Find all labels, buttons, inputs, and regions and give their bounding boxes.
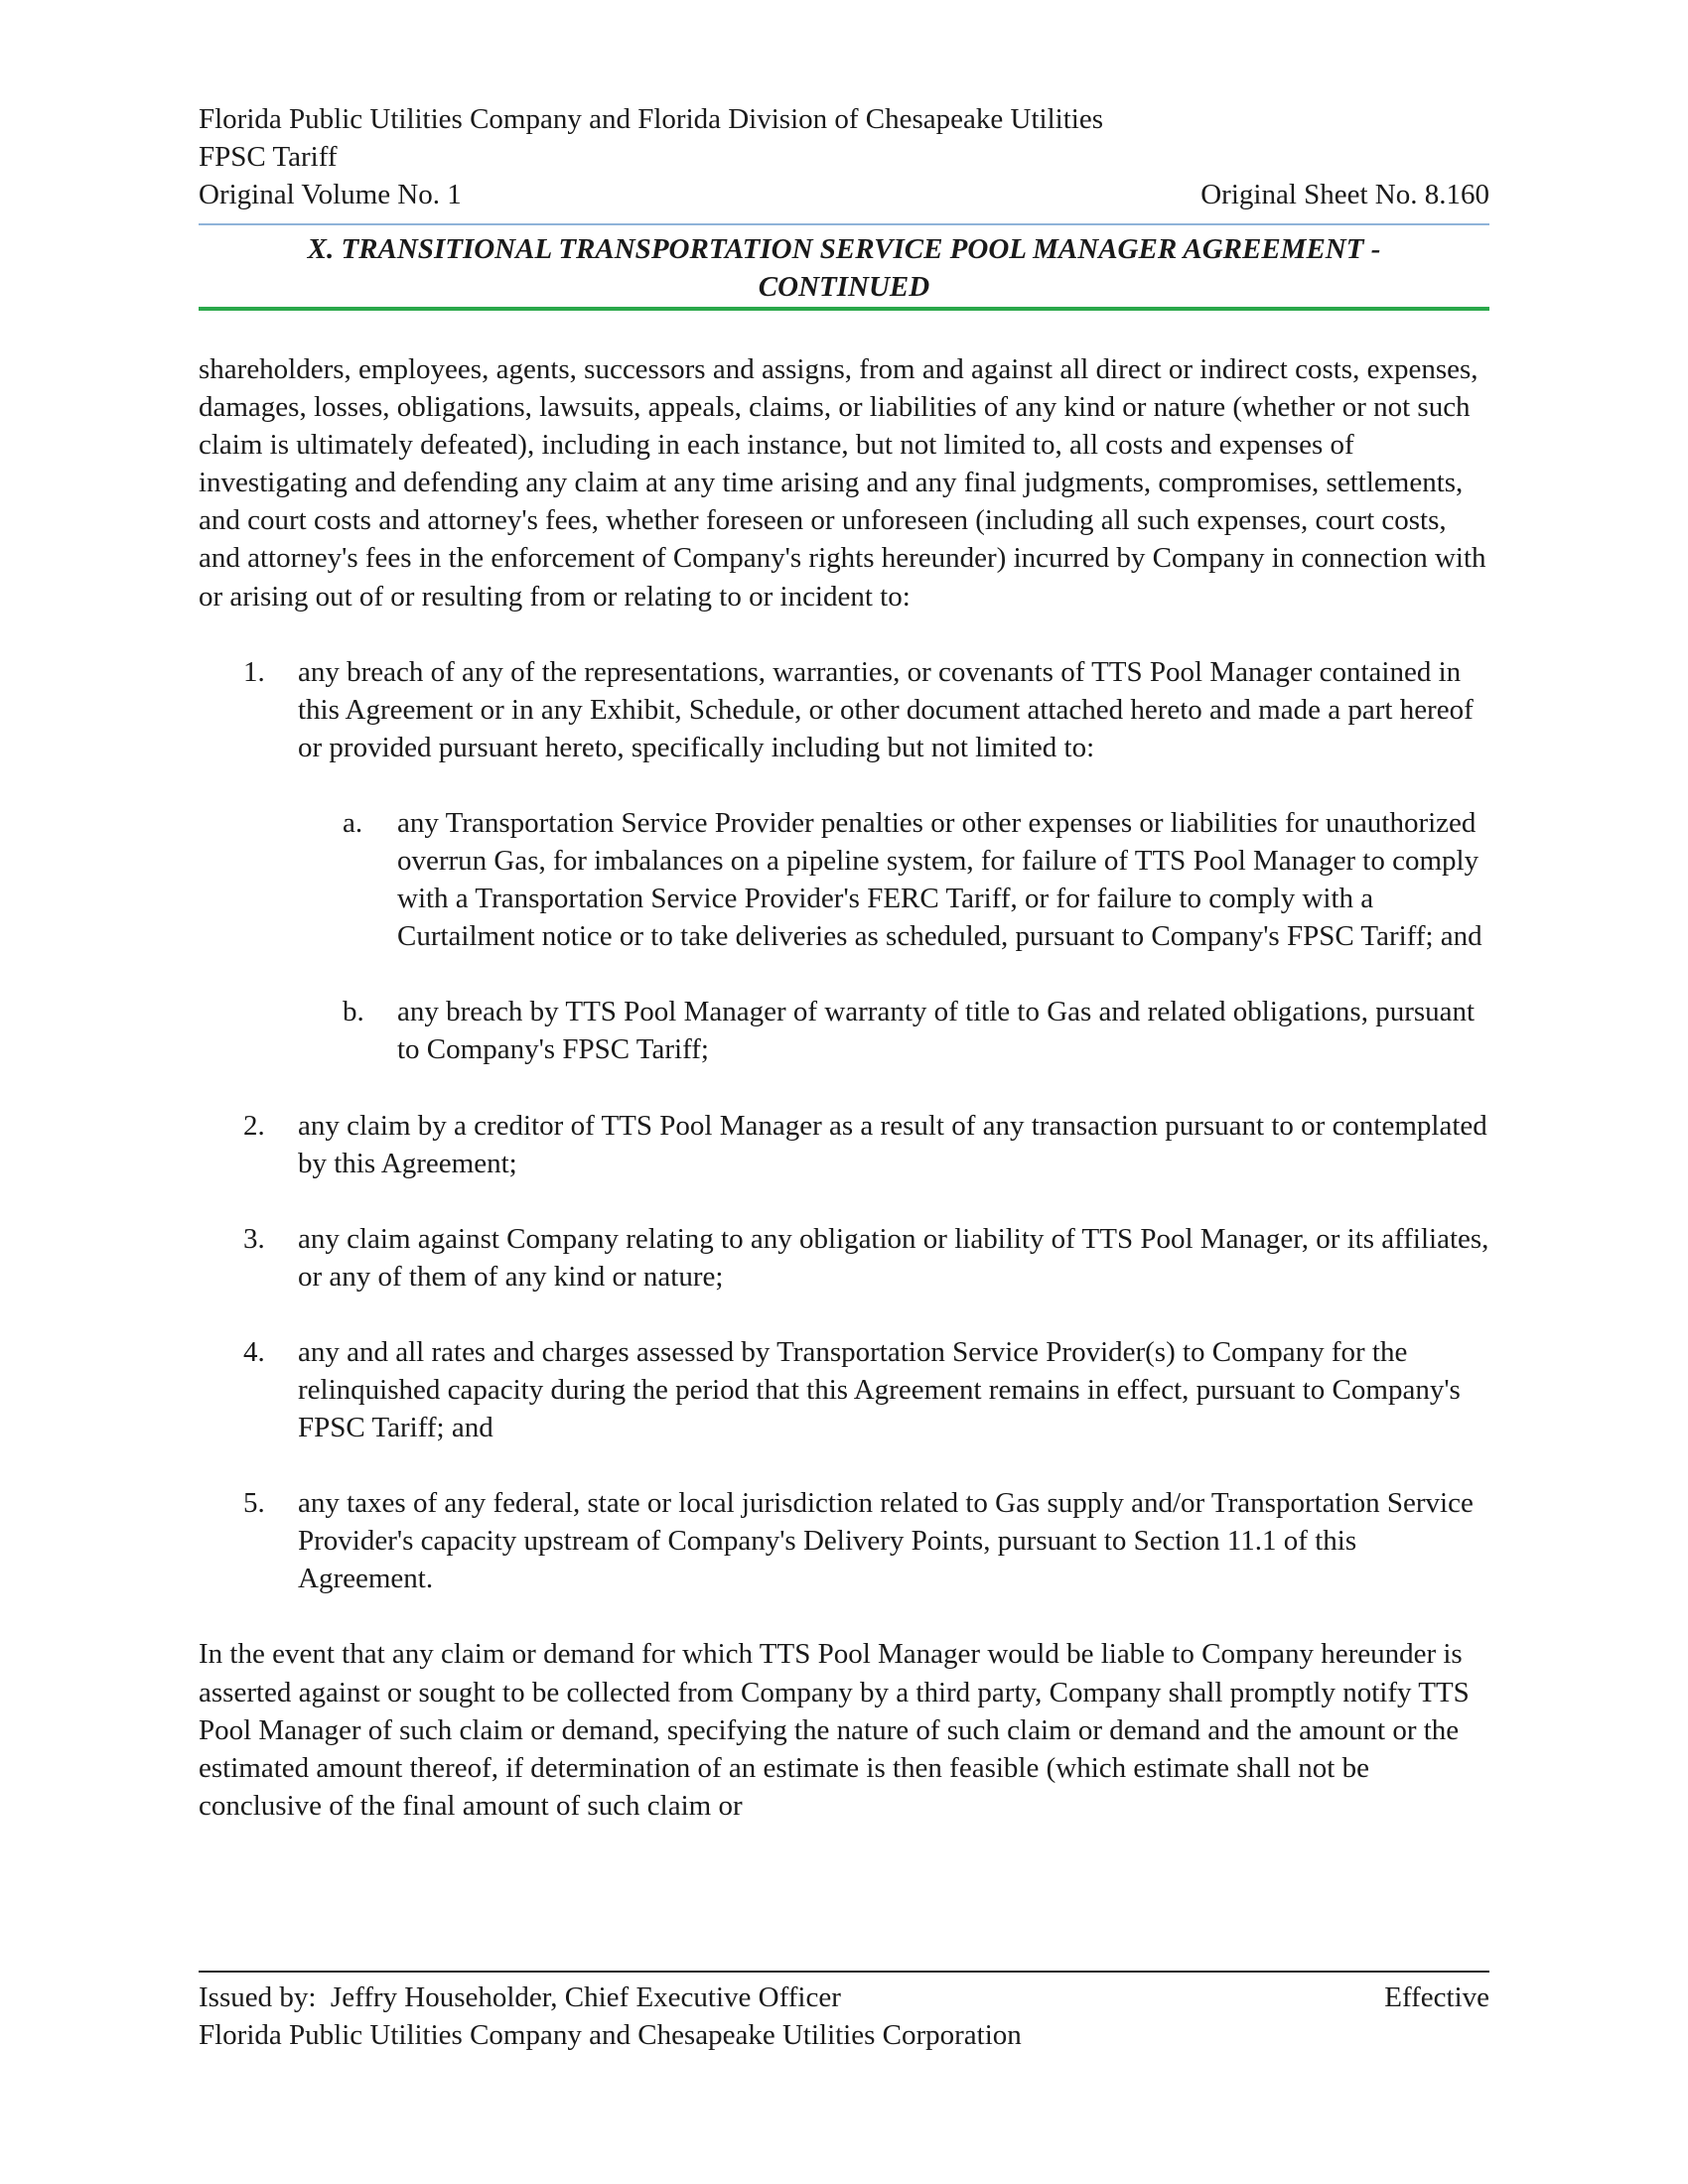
list-letter: b. (343, 996, 364, 1028)
list-item-4 (199, 1333, 1489, 1446)
list-item-2 (199, 1107, 1489, 1182)
list-subitem-b (199, 993, 1489, 1068)
header-sheet-number: Original Sheet No. 8.160 (1200, 179, 1489, 210)
document-body (199, 350, 1489, 1825)
tariff-page (199, 0, 1489, 2184)
list-text: any breach by TTS Pool Manager of warranty of title to Gas and related obligations, pursuant to Company's FPSC Tariff; (397, 996, 1476, 1066)
header-company: Florida Public Utilities Company and Florida Division of Chesapeake Utilities (199, 103, 1103, 135)
intro-paragraph: shareholders, employees, agents, successors and assigns, from and against all direct or indirect costs, expenses, damages, losses, obligations, lawsuits, appeals, claims, or liabilities of any kind or nature (whether or not such claim is ultimately defeated), including in each instance, but not limited to, all costs and expenses of investigating and defending any claim at any time arising and any final judgments, compromises, settlements, and court costs and attorney's fees, whether foreseen or unforeseen (including all such expenses, court costs, and attorney's fees in the enforcement of Company's rights hereunder) incurred by Company in connection with or arising out of or resulting from or relating to or incident to: (199, 353, 1486, 613)
list-number: 4. (243, 1335, 265, 1368)
header-divider (199, 223, 1489, 225)
footer-issued-row (199, 1979, 1489, 2016)
list-subitem-a (199, 804, 1489, 955)
footer-issued-by: Issued by: Jeffry Householder, Chief Executive Officer (199, 1981, 841, 2013)
list-letter: a. (343, 806, 363, 839)
section-divider (199, 307, 1489, 311)
list-number: 3. (243, 1222, 265, 1255)
list-item-1 (199, 653, 1489, 766)
list-text: any Transportation Service Provider penalties or other expenses or liabilities for unauthorized overrun Gas, for imbalances on a pipeline system, for failure of TTS Pool Manager to comply with a Transportation Service Provider's FERC Tariff, or for failure to comply with a Curtailment notice or to take deliveries as scheduled, pursuant to Company's FPSC Tariff; and (397, 806, 1482, 953)
footer-companies: Florida Public Utilities Company and Chesapeake Utilities Corporation (199, 2019, 1022, 2051)
section-title-line-1: X. TRANSITIONAL TRANSPORTATION SERVICE POOL MANAGER AGREEMENT - (307, 233, 1381, 265)
section-title-line-2: CONTINUED (758, 271, 930, 303)
list-number: 5. (243, 1487, 265, 1520)
closing-paragraph: In the event that any claim or demand for which TTS Pool Manager would be liable to Company hereunder is asserted against or sought to be collected from Company by a third party, Company shall promptly notify TTS Pool Manager of such claim or demand, specifying the nature of such claim or demand and the amount or the estimated amount thereof, if determination of an estimate is then feasible (which estimate shall not be conclusive of the final amount of such claim or (199, 1638, 1470, 1822)
header-tariff: FPSC Tariff (199, 141, 338, 173)
footer-effective: Effective (1384, 1981, 1489, 2013)
header-volume-row (199, 176, 1489, 213)
list-text: any claim against Company relating to any obligation or liability of TTS Pool Manager, or its affiliates, or any of them of any kind or nature; (298, 1222, 1489, 1293)
section-title (199, 230, 1489, 306)
list-item-5 (199, 1484, 1489, 1597)
header-volume: Original Volume No. 1 (199, 179, 462, 210)
list-text: any and all rates and charges assessed by Transportation Service Provider(s) to Company for the relinquished capacity during the period that this Agreement remains in effect, pursuant to Company's FPSC Tariff; and (298, 1335, 1461, 1444)
footer-divider (199, 1971, 1489, 1973)
list-item-3 (199, 1220, 1489, 1296)
list-number: 2. (243, 1109, 265, 1142)
list-text: any breach of any of the representations, warranties, or covenants of TTS Pool Manager contained in this Agreement or in any Exhibit, Schedule, or other document attached hereto and made a part hereof or provided pursuant hereto, specifically including but not limited to: (298, 655, 1474, 763)
list-text: any taxes of any federal, state or local jurisdiction related to Gas supply and/or Transportation Service Provider's capacity upstream of Company's Delivery Points, pursuant to Section 11.1 of this Agreement. (298, 1487, 1474, 1595)
list-text: any claim by a creditor of TTS Pool Manager as a result of any transaction pursuant to or contemplated by this Agreement; (298, 1109, 1487, 1179)
list-number: 1. (243, 655, 265, 688)
